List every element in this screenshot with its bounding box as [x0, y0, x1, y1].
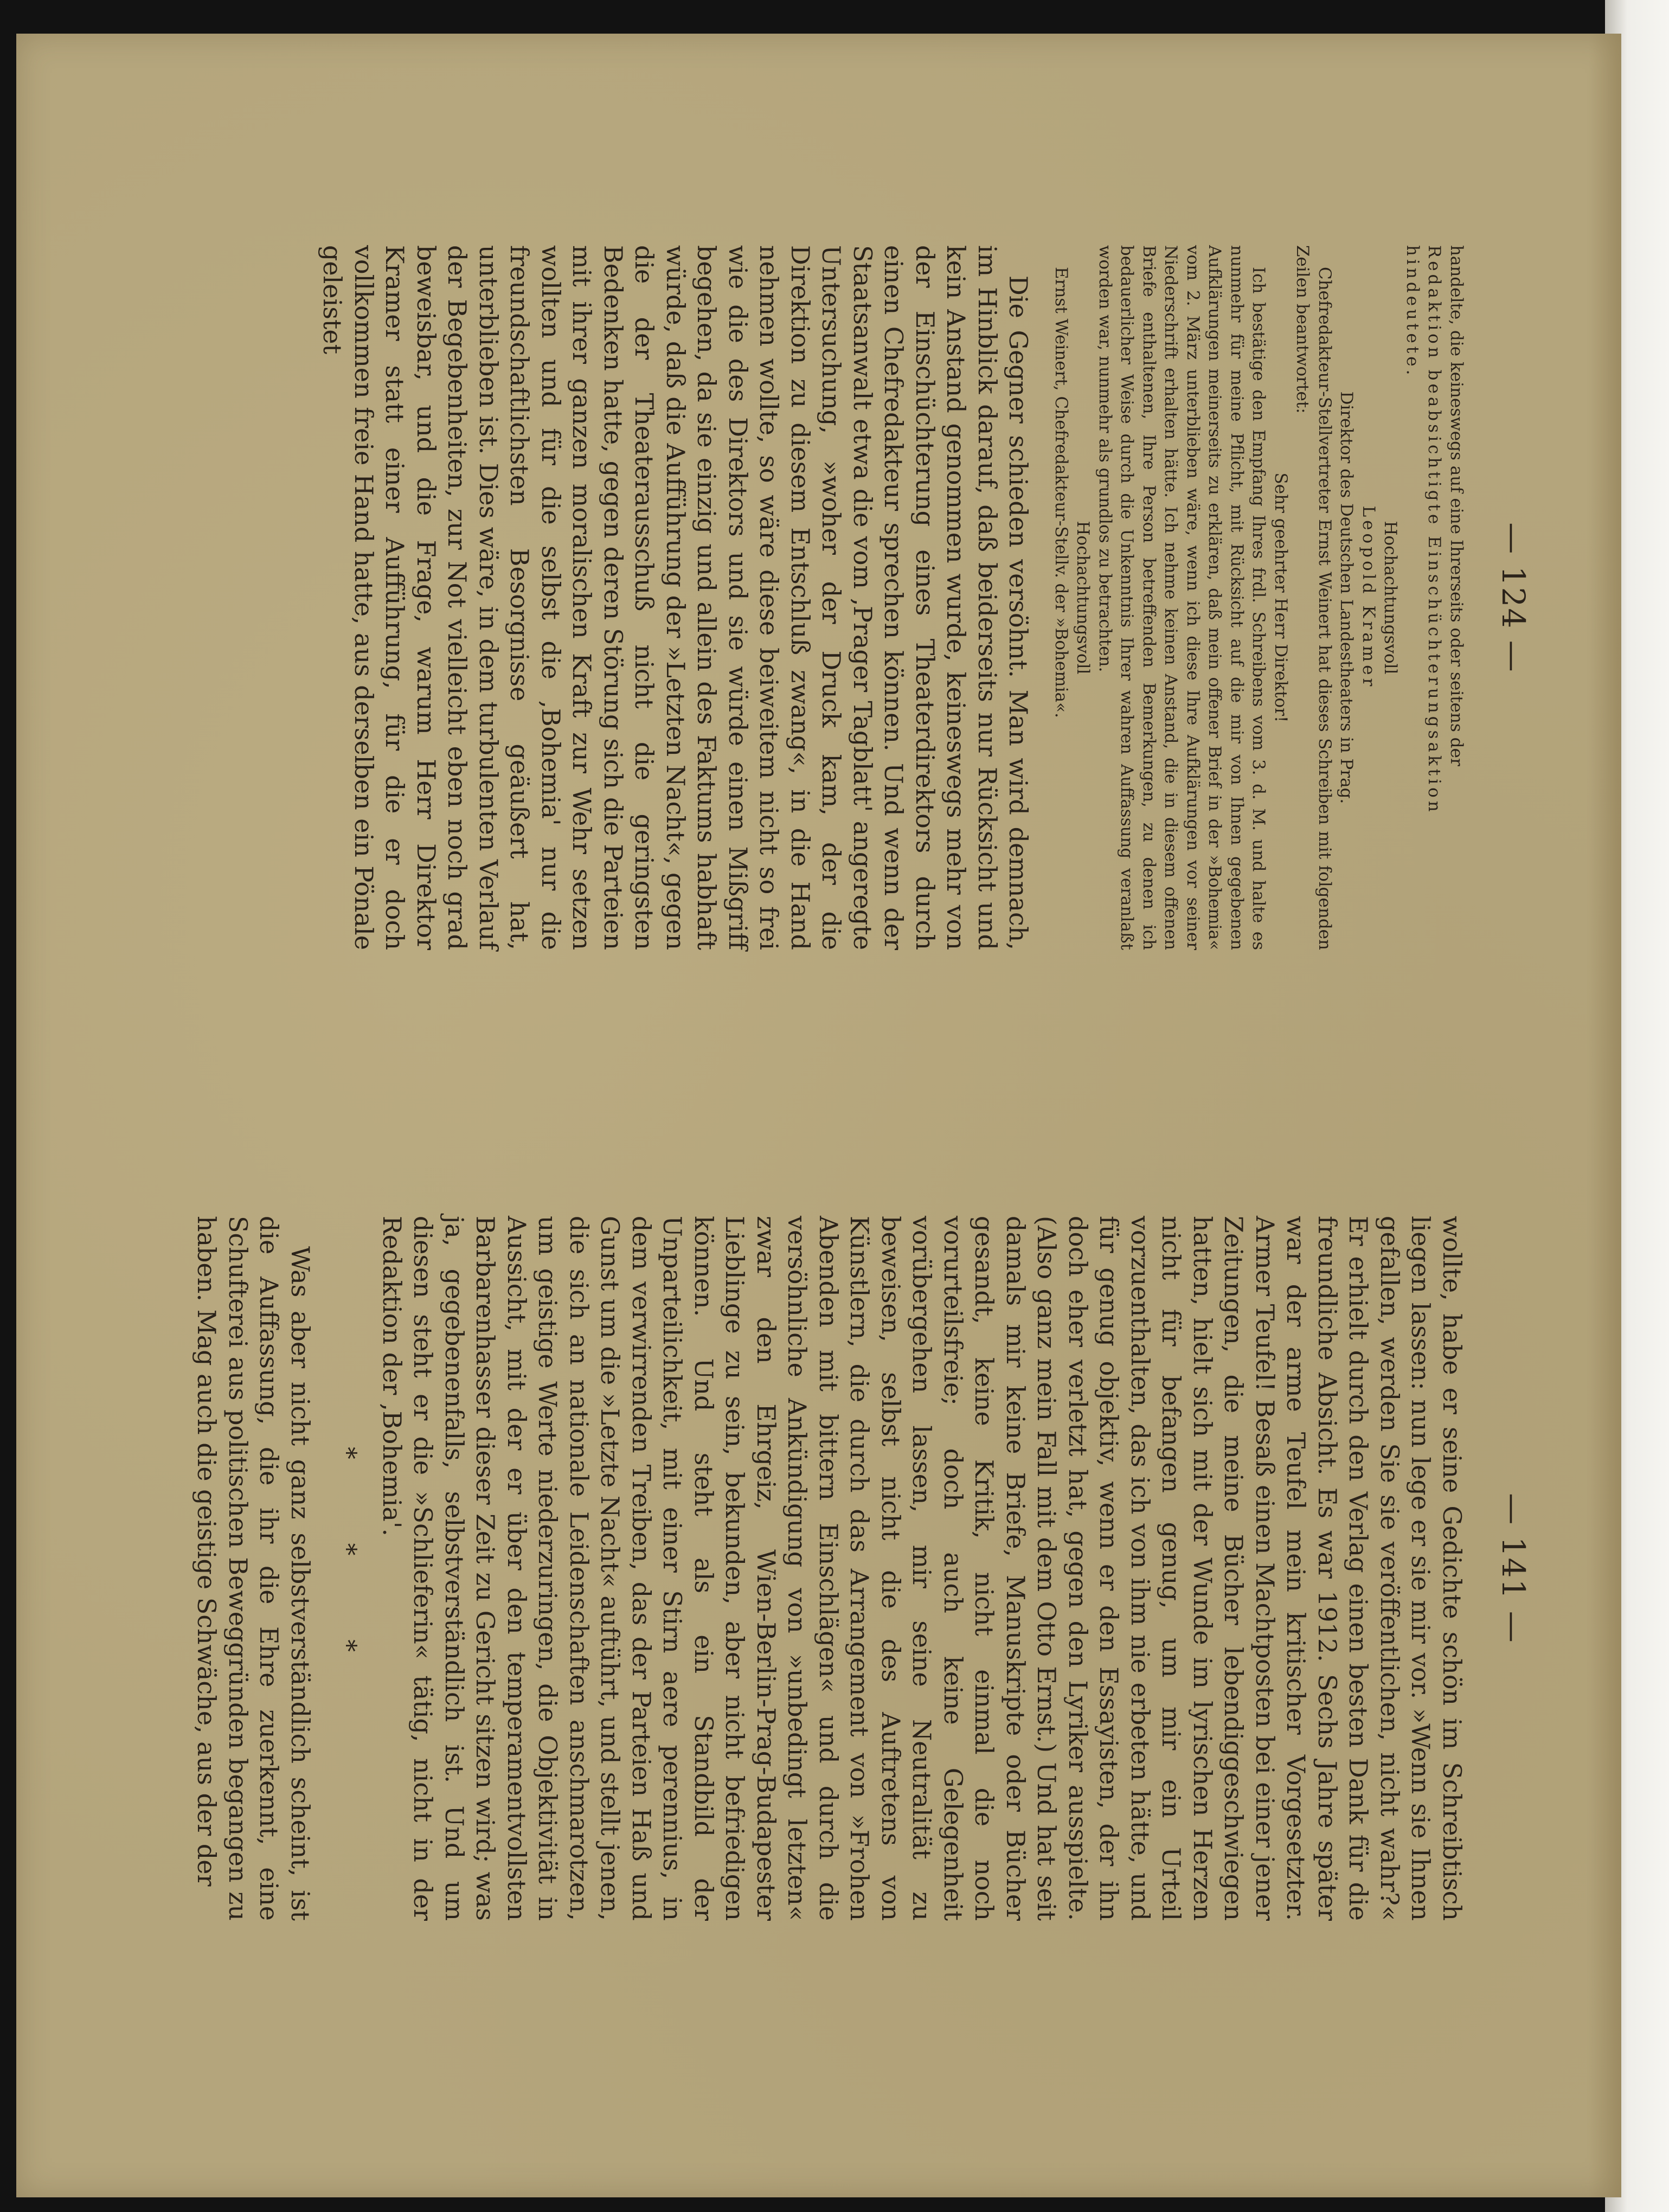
- paragraph: Was aber nicht ganz selbstverständlich scheint, ist die Auffassung, die ihr die Ehre zuerkennt, eine Schufterei aus politischen Beweggründen begangen zu haben. Mag auch die geistige Schwäche, aus der der: [192, 1216, 315, 1921]
- letter-closing: Hochachtungsvoll: [1381, 521, 1401, 675]
- reply-intro: Chefredakteur-Stellvertreter Ernst Weinert hat dieses Schreiben mit folgenden Zeilen beantwortet:: [1293, 245, 1334, 950]
- page-number-141: — 141 —: [1495, 1493, 1532, 1644]
- paragraph: wollte, habe er seine Gedichte schön im Schreibtisch liegen lassen: nun lege er sie mir vor. »Wenn sie Ihnen gefallen, werden Sie sie veröffentlichen, nicht wahr?« Er erhielt durch den Verlag einen besten Dank für die freundliche Absicht. Es war 1912. Sechs Jahre später war der arme Teufel mein kritischer Vorgesetzter. Armer Teufel! Besaß einen Machtposten bei einer jener Zeitungen, die meine Bücher lebendiggeschwiegen hatten, hielt sich mit der Wunde im lyrischen Herzen nicht für befangen genug, um mir ein Urteil vorzuenthalten, das ich von ihm nie erbeten hätte, und für genug objektiv, wenn er den Essayisten, der ihn doch eher verletzt hat, gegen den Lyriker ausspielte. (Also ganz mein Fall mit dem Otto Ernst.) Und hat seit damals mir keine Briefe, Manuskripte oder Bücher gesandt, keine Kritik, nicht einmal die noch vorurteilsfreie; doch auch keine Gelegenheit vorübergehen lassen, mir seine Neutralität zu beweisen, selbst nicht die des Auftretens von Künstlern, die durch das Arrangement von »Frohen Abenden mit bittern Einschlägen« und durch die versöhnliche Ankündigung von »unbedingt letzten« zwar den Ehrgeiz, Wien-Berlin-Prag-Budapester Lieblinge zu sein, bekunden, aber nicht befriedigen können. Und steht als ein Standbild der Unparteilichkeit, mit einer Stirn aere perennius, in dem verwirrenden Treiben, das der Parteien Haß und Gunst um die »Letzte Nacht« auftührt, und stellt jenen, die sich an nationale Leidenschaften anschmarotzen, um geistige Werte niederzuringen, die Objektivität in Aussicht, mit der er über den temperamentvollsten Barbarenhasser dieser Zeit zu Gericht sitzen wird; was ja, gegebenenfalls, selbstverständlich ist. Und um diesen steht er die »Schlieferin« tätig, nicht in der Redaktion der ‚Bohemia'.: [377, 1216, 1467, 1921]
- reply-body: Ich bestätige den Empfang Ihres frdl. Schreibens vom 3. d. M. und halte es nunmehr für meine Pflicht, mit Rücksicht auf die mir von Ihnen gegebenen Aufklärungen meinerseits zu erklären, daß mein offener Brief in der »Bohemia« vom 2. März unterblieben wäre, wenn ich diese Ihre Aufklärungen vor seiner Niederschrift erhalten hätte. Ich nehme keinen Anstand, die in diesem offenen Briefe enthaltenen, Ihre Person betreffenden Bemerkungen, zu denen ich bedauerlicher Weise durch die Unkenntnis Ihrer wahren Auffassung veranlaßt worden war, nunmehr als grundlos zu betrachten.: [1095, 245, 1269, 950]
- paper-sheet: [16, 34, 1621, 2197]
- letter-signer-title: Direktor des Deutschen Landestheaters in Prag.: [1337, 391, 1357, 804]
- letter-block: [1050, 245, 1468, 950]
- paragraph: Die Gegner schieden versöhnt. Man wird demnach, im Hinblick darauf, daß beiderseits nur Rücksicht und kein Anstand genommen wurde, keineswegs mehr von der Einschüchterung eines Theaterdirektors durch einen Chefredakteur sprechen können. Und wenn der Staatsanwalt etwa die vom ‚Prager Tagblatt' angeregte Untersuchung, »woher der Druck kam, der die Direktion zu diesem Entschluß zwang«, in die Hand nehmen wollte, so wäre diese beiweitem nicht so frei wie die des Direktors und sie würde einen Mißgriff begehen, da sie einzig und allein des Faktums habhaft würde, daß die Aufführung der »Letzten Nacht«, gegen die der Theaterausschuß nicht die geringsten Bedenken hatte, gegen deren Störung sich die Parteien mit ihrer ganzen moralischen Kraft zur Wehr setzen wollten und für die selbst die ‚Bohemia' nur die freundschaftlichsten Besorgnisse geäußert hat, unterblieben ist. Dies wäre, in dem turbulenten Verlauf der Begebenheiten, zur Not vielleicht eben noch grad beweisbar, und die Frage, warum Herr Direktor Kramer statt einer Aufführung, für die er doch vollkommen freie Hand hatte, aus derselben ein Pönale geleistet: [318, 245, 1034, 950]
- letter-line: handelte, die keineswegs auf eine Ihrerseits oder seitens der: [1447, 245, 1466, 766]
- body-text-141: [191, 1216, 1467, 1921]
- binding-shadow: [1589, 34, 1621, 2197]
- page-124: [228, 245, 1532, 950]
- reply-closing: Hochachtungsvoll: [1073, 521, 1093, 675]
- body-text-124: [317, 245, 1034, 950]
- letter-line: hindeutete.: [1403, 245, 1422, 379]
- section-separator: * * *: [333, 1446, 363, 1690]
- reply-signature: Ernst Weinert, Chefredakteur-Stellv. der »Bohemia«.: [1051, 267, 1071, 718]
- letter-line: Redaktion beabsichtigte Einschüchterungsaktion: [1424, 245, 1445, 815]
- reply-salutation: Sehr geehrter Herr Direktor!: [1271, 472, 1291, 723]
- page-number-124: — 124 —: [1495, 522, 1532, 673]
- letter-signer-name: Leopold Kramer: [1359, 505, 1378, 690]
- page-141: [192, 1216, 1532, 1921]
